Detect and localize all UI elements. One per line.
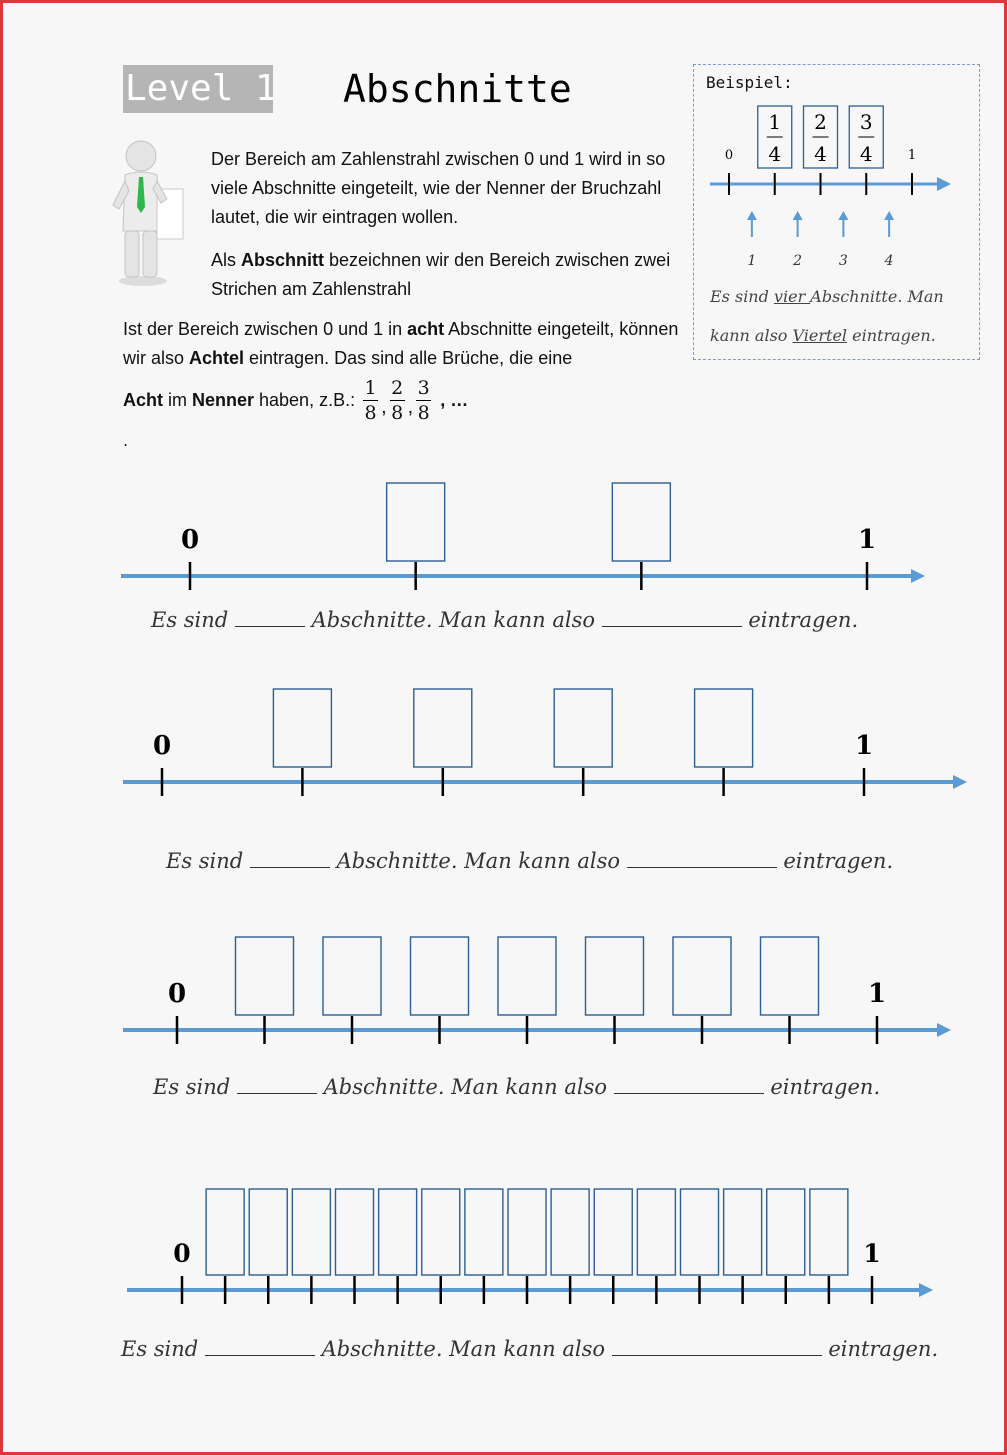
explanation-text bbox=[123, 315, 683, 424]
answer-box[interactable] bbox=[323, 937, 381, 1015]
exercise-number-line-2 bbox=[3, 678, 1003, 888]
exercise-number-line-1 bbox=[3, 473, 1003, 643]
text-span: kann also bbox=[710, 326, 793, 345]
fraction-numerator: 3 bbox=[859, 110, 873, 134]
axis-arrow-icon bbox=[937, 177, 951, 191]
answer-text: Abschnitte. Man kann also bbox=[314, 1337, 612, 1361]
bold-term: Nenner bbox=[192, 390, 255, 410]
ellipsis: , … bbox=[440, 390, 469, 410]
answer-text: Abschnitte. Man kann also bbox=[316, 1075, 614, 1099]
answer-sentence bbox=[121, 1334, 938, 1361]
explanation-paragraph bbox=[123, 315, 683, 373]
zero-label: 0 bbox=[167, 979, 187, 1009]
sections-count-blank[interactable] bbox=[205, 1334, 315, 1356]
intro-paragraph-1: Der Bereich am Zahlenstrahl zwischen 0 und 1 wird in so viele Abschnitte eingeteilt, wie der Nenner der Bruchzahl lautet, die wir eintragen wollen. bbox=[211, 149, 666, 227]
fraction-numerator: 3 bbox=[417, 377, 430, 399]
answer-box[interactable] bbox=[637, 1189, 675, 1275]
answer-box[interactable] bbox=[249, 1189, 287, 1275]
example-sentence-2 bbox=[710, 326, 972, 345]
fraction-numerator: 2 bbox=[391, 377, 404, 399]
answer-text: Es sind bbox=[151, 608, 235, 632]
answer-box[interactable] bbox=[612, 483, 670, 561]
answer-box[interactable] bbox=[414, 689, 472, 767]
fraction-separator: , bbox=[381, 396, 387, 418]
section-count-label: 1 bbox=[747, 253, 757, 269]
bold-term: acht bbox=[407, 319, 445, 339]
answer-box[interactable] bbox=[465, 1189, 503, 1275]
one-label: 1 bbox=[863, 1239, 881, 1268]
fraction-type-blank[interactable] bbox=[627, 846, 777, 868]
presenter-figure-icon bbox=[111, 139, 191, 289]
answer-box[interactable] bbox=[508, 1189, 546, 1275]
text-span: im bbox=[163, 390, 192, 410]
text-span: Abschnitte eingeteilt, können wir also bbox=[123, 319, 679, 368]
zero-label: 0 bbox=[180, 525, 200, 555]
bold-term: Achtel bbox=[189, 348, 245, 368]
example-number-line bbox=[694, 65, 981, 280]
fraction-denominator: 4 bbox=[814, 142, 827, 166]
fraction-example bbox=[390, 377, 405, 424]
section-count-label: 3 bbox=[838, 253, 848, 269]
one-label: 1 bbox=[907, 148, 917, 163]
example-box bbox=[693, 64, 980, 360]
axis-arrow-icon bbox=[919, 1283, 933, 1297]
example-count-word: vier bbox=[773, 287, 811, 306]
example-fraction-word: Viertel bbox=[792, 326, 848, 345]
answer-box[interactable] bbox=[673, 937, 731, 1015]
fraction-example bbox=[416, 377, 431, 424]
section-count-label: 2 bbox=[793, 253, 803, 269]
answer-box[interactable] bbox=[498, 937, 556, 1015]
answer-text: Es sind bbox=[153, 1075, 237, 1099]
fraction-separator: , bbox=[407, 396, 414, 418]
answer-box[interactable] bbox=[387, 483, 445, 561]
answer-box[interactable] bbox=[767, 1189, 805, 1275]
answer-text: eintragen. bbox=[741, 608, 859, 632]
answer-box[interactable] bbox=[379, 1189, 417, 1275]
one-label: 1 bbox=[867, 979, 887, 1009]
fraction-numerator: 1 bbox=[768, 110, 782, 134]
fraction-numerator: 1 bbox=[364, 377, 377, 399]
text-span: bezeichnen wir den Bereich zwischen zwei Strichen am Zahlenstrahl bbox=[211, 250, 671, 299]
zero-label: 0 bbox=[724, 148, 734, 163]
text-span: eintragen. bbox=[847, 326, 936, 345]
answer-text: Es sind bbox=[166, 849, 250, 873]
answer-text: eintragen. bbox=[763, 1075, 881, 1099]
answer-box[interactable] bbox=[810, 1189, 848, 1275]
answer-box[interactable] bbox=[206, 1189, 244, 1275]
one-label: 1 bbox=[854, 731, 874, 761]
text-span: Abschnitte. Man bbox=[810, 287, 944, 306]
answer-box[interactable] bbox=[594, 1189, 632, 1275]
answer-box[interactable] bbox=[761, 937, 819, 1015]
count-arrow-head-icon bbox=[793, 211, 803, 220]
intro-text bbox=[211, 145, 681, 318]
bold-term: Acht bbox=[123, 390, 163, 410]
fraction-type-blank[interactable] bbox=[602, 605, 742, 627]
axis-arrow-icon bbox=[953, 775, 967, 789]
axis-arrow-icon bbox=[911, 569, 925, 583]
fraction-type-blank[interactable] bbox=[612, 1334, 822, 1356]
zero-label: 0 bbox=[152, 731, 172, 761]
example-label: Beispiel: bbox=[706, 73, 793, 92]
answer-text: eintragen. bbox=[776, 849, 894, 873]
answer-box[interactable] bbox=[554, 689, 612, 767]
answer-box[interactable] bbox=[273, 689, 331, 767]
axis-arrow-icon bbox=[937, 1023, 951, 1037]
fraction-denominator: 4 bbox=[859, 142, 873, 166]
text-span: haben, z.B.: bbox=[254, 390, 361, 410]
answer-text: Abschnitte. Man kann also bbox=[329, 849, 627, 873]
count-arrow-head-icon bbox=[838, 211, 848, 220]
count-arrow-head-icon bbox=[747, 211, 757, 220]
one-label: 1 bbox=[857, 525, 877, 555]
fraction-numerator: 2 bbox=[814, 110, 827, 134]
zero-label: 0 bbox=[173, 1239, 191, 1268]
answer-box[interactable] bbox=[724, 1189, 762, 1275]
answer-box[interactable] bbox=[695, 689, 753, 767]
text-span: eintragen. Das sind alle Brüche, die eine bbox=[244, 348, 573, 368]
text-span: Ist der Bereich zwischen 0 und 1 in bbox=[123, 319, 408, 339]
text-span: Es sind bbox=[710, 287, 774, 306]
fraction-type-blank[interactable] bbox=[614, 1072, 764, 1094]
sections-count-blank[interactable] bbox=[250, 846, 330, 868]
answer-sentence bbox=[151, 605, 858, 632]
fraction-denominator: 8 bbox=[391, 402, 404, 424]
answer-text: Abschnitte. Man kann also bbox=[304, 608, 602, 632]
fraction-denominator: 4 bbox=[768, 142, 782, 166]
intro-paragraph-2 bbox=[211, 246, 681, 304]
level-badge: Level 1 bbox=[123, 65, 273, 113]
exercise-number-line-4 bbox=[3, 1178, 1003, 1378]
answer-box[interactable] bbox=[336, 1189, 374, 1275]
dot-mark: . bbox=[123, 431, 129, 450]
exercise-number-line-3 bbox=[3, 928, 1003, 1108]
fraction-denominator: 8 bbox=[364, 402, 377, 424]
section-count-label: 4 bbox=[884, 253, 894, 269]
fraction-example bbox=[363, 377, 378, 424]
answer-box[interactable] bbox=[411, 937, 469, 1015]
answer-sentence bbox=[153, 1072, 880, 1099]
answer-box[interactable] bbox=[586, 937, 644, 1015]
example-sentence-1 bbox=[710, 287, 972, 306]
text-span: Als bbox=[211, 250, 242, 270]
answer-box[interactable] bbox=[551, 1189, 589, 1275]
answer-box[interactable] bbox=[422, 1189, 460, 1275]
page-title: Abschnitte bbox=[343, 67, 572, 111]
count-arrow-head-icon bbox=[884, 211, 894, 220]
fraction-examples-line bbox=[123, 377, 683, 424]
fraction-denominator: 8 bbox=[417, 402, 430, 424]
sections-count-blank[interactable] bbox=[235, 605, 305, 627]
answer-box[interactable] bbox=[292, 1189, 330, 1275]
answer-sentence bbox=[166, 846, 893, 873]
answer-box[interactable] bbox=[681, 1189, 719, 1275]
sections-count-blank[interactable] bbox=[237, 1072, 317, 1094]
answer-text: eintragen. bbox=[821, 1337, 939, 1361]
bold-term: Abschnitt bbox=[241, 250, 325, 270]
answer-text: Es sind bbox=[121, 1337, 205, 1361]
answer-box[interactable] bbox=[236, 937, 294, 1015]
